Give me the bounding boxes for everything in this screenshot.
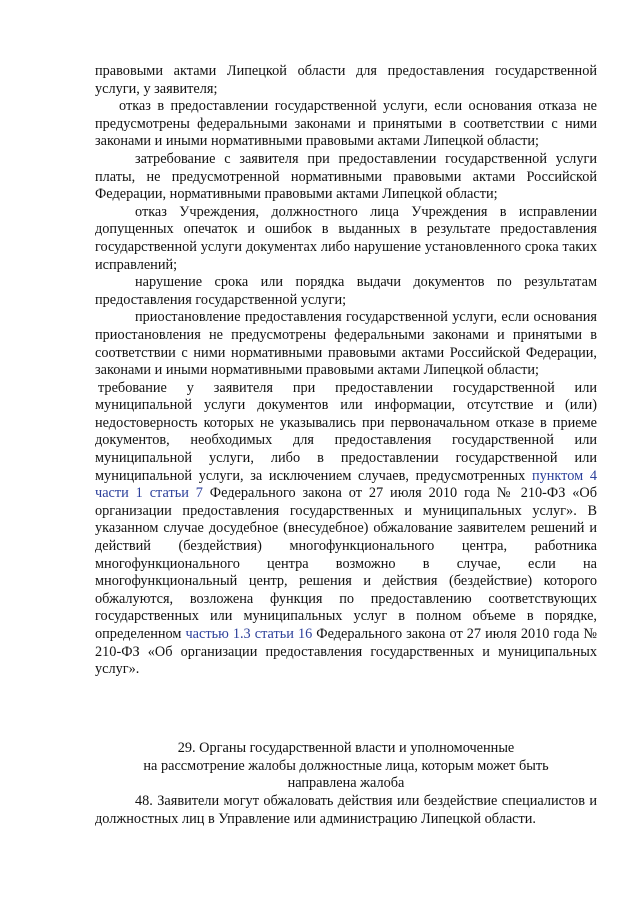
section-heading-line: на рассмотрение жалобы должностные лица, которым может быть xyxy=(143,757,549,774)
paragraph-deadline-violation: нарушение срока или порядка выдачи документов по результатам предоставления государственной услуги; xyxy=(95,274,597,308)
paragraph-correction-refusal: отказ Учреждения, должностного лица Учреждения в исправлении допущенных опечаток и ошибок в выданных в результате предоставления государственной услуги документах либо нарушение установленного срока таких исправлений; xyxy=(95,203,597,273)
paragraph-text-part: Федерального закона от 27 июля 2010 года № 210-ФЗ «Об организации предоставления государственных и муниципальных услуг». xyxy=(95,626,597,678)
paragraph-suspension: приостановление предоставления государственной услуги, если основания приостановления не предусмотрены федеральными законами и принятыми в соответствии с ними нормативными правовыми актами Российской Федерации, законами и иными нормативными правовыми актами Липецкой области; xyxy=(95,309,597,379)
paragraph-appeal-rights: 48. Заявители могут обжаловать действия или бездействие специалистов и должностных лиц в Управление или администрацию Липецкой области. xyxy=(95,793,597,827)
section-heading xyxy=(95,740,597,793)
closing-section xyxy=(95,793,597,828)
law-reference-link[interactable]: пунктом 4 части 1 статьи 7 xyxy=(95,467,597,502)
section-heading-line: направлена жалоба xyxy=(287,775,405,792)
paragraph-text-part: требование у заявителя при предоставлении государственной или муниципальной услуги документов или информации, отсутствие и (или) недостоверность которых не указывались при первоначальном отказе в приеме документов, необходимых для предоставления государственной или муниципальной услуги, либо в предоставлении государственной или муниципальной услуги, за исключением случаев, предусмотренных xyxy=(95,379,597,484)
paragraph-fee-demand: затребование с заявителя при предоставлении государственной услуги платы, не предусмотренной нормативными правовыми актами Российской Федерации, нормативными правовыми актами Липецкой области; xyxy=(95,150,597,203)
paragraph-continuation: правовыми актами Липецкой области для предоставления государственной услуги, у заявителя; xyxy=(95,63,597,97)
section-heading-line: 29. Органы государственной власти и уполномоченные xyxy=(177,740,515,756)
paragraph-refusal: отказ в предоставлении государственной услуги, если основания отказа не предусмотрены федеральными законами и принятыми в соответствии с ними законами и иными нормативными правовыми актами Липецкой области; xyxy=(95,98,597,150)
paragraph-text-part: Федерального закона от 27 июля 2010 года № 210-ФЗ «Об организации предоставления государственных и муниципальных услуг». В указанном случае досудебное (внесудебное) обжалование заявителем решений и действий (бездействия) многофункционального центра, работника многофункционального центра возможно в случае, если на многофункциональный центр, решения и действия (бездействие) которого обжалуются, возложена функция по предоставлению соответствующих государственных или муниципальных услуг в полном объеме в порядке, определенном xyxy=(95,485,597,642)
law-reference-link[interactable]: частью 1.3 статьи 16 xyxy=(185,626,313,642)
document-body xyxy=(95,63,597,679)
paragraph-document-requirement xyxy=(95,380,597,679)
